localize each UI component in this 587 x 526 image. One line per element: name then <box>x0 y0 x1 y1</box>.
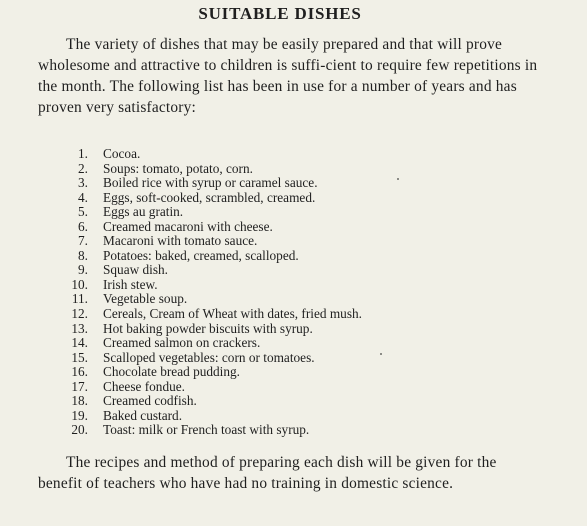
list-item-text: Creamed codfish. <box>103 393 197 409</box>
list-item-number: 14. <box>71 335 88 351</box>
list-item-number: 19. <box>71 407 88 423</box>
list-item-number: 5. <box>78 204 88 220</box>
list-item-number: 11. <box>71 291 88 307</box>
section-title: SUITABLE DISHES <box>198 4 362 23</box>
list-item <box>68 249 468 264</box>
list-item <box>68 380 468 395</box>
list-item-text: Squaw dish. <box>103 262 169 278</box>
list-item <box>68 191 468 206</box>
list-item <box>68 234 468 249</box>
list-item <box>68 336 468 351</box>
list-item-number: 6. <box>78 218 88 234</box>
list-item-text: Toast: milk or French toast with syrup. <box>103 422 310 438</box>
list-item <box>68 162 468 177</box>
list-item-text: Cereals, Cream of Wheat with dates, fried mush. <box>103 306 362 322</box>
list-item-number: 8. <box>78 247 88 263</box>
list-item <box>68 263 468 278</box>
list-item <box>68 205 468 220</box>
list-item <box>68 423 468 438</box>
list-item-number: 4. <box>78 189 88 205</box>
list-item-text: Scalloped vegetables: corn or tomatoes. <box>103 349 315 365</box>
list-item-text: Macaroni with tomato sauce. <box>103 233 258 249</box>
closing-paragraph <box>38 452 538 494</box>
list-item <box>68 394 468 409</box>
intro-paragraph <box>38 34 538 118</box>
list-item-text: Potatoes: baked, creamed, scalloped. <box>103 247 299 263</box>
list-item-number: 3. <box>78 175 88 191</box>
list-item <box>68 351 468 366</box>
list-item-number: 18. <box>71 393 88 409</box>
list-item <box>68 365 468 380</box>
list-item-number: 13. <box>71 320 88 336</box>
list-item-text: Hot baking powder biscuits with syrup. <box>103 320 313 336</box>
list-item <box>68 220 468 235</box>
list-item-text: Cheese fondue. <box>103 378 185 394</box>
list-item-number: 2. <box>78 160 88 176</box>
list-item-text: Cocoa. <box>103 146 141 161</box>
list-item-text: Eggs, soft-cooked, scrambled, creamed. <box>103 189 316 205</box>
list-item-text: Irish stew. <box>103 276 158 292</box>
list-item-number: 15. <box>71 349 88 365</box>
list-item-number: 9. <box>78 262 88 278</box>
list-item-number: 12. <box>71 306 88 322</box>
list-item <box>68 176 468 191</box>
ink-speck <box>380 353 382 355</box>
dish-list <box>68 147 468 438</box>
list-item-text: Vegetable soup. <box>103 291 188 307</box>
list-item-number: 20. <box>71 422 88 438</box>
list-item-number: 1. <box>78 146 88 161</box>
list-item-number: 17. <box>71 378 88 394</box>
list-item-number: 7. <box>78 233 88 249</box>
list-item-text: Creamed macaroni with cheese. <box>103 218 273 234</box>
list-item-text: Eggs au gratin. <box>103 204 184 220</box>
list-item <box>68 307 468 322</box>
list-item-text: Creamed salmon on crackers. <box>103 335 261 351</box>
list-item-number: 10. <box>71 276 88 292</box>
list-item-text: Boiled rice with syrup or caramel sauce. <box>103 175 318 191</box>
list-item-text: Baked custard. <box>103 407 183 423</box>
closing-text: The recipes and method of preparing each dish will be given for the benefit of teachers who have had no training in domestic science. <box>38 454 497 492</box>
list-item <box>68 278 468 293</box>
list-item <box>68 292 468 307</box>
list-item-text: Chocolate bread pudding. <box>103 364 240 380</box>
list-item-number: 16. <box>71 364 88 380</box>
list-item <box>68 322 468 337</box>
list-item-text: Soups: tomato, potato, corn. <box>103 160 253 176</box>
intro-text: The variety of dishes that may be easily prepared and that will prove wholesome and attractive to children is suffi-cient to require few repetitions in the month. The following list has been in use for a number of years and has proven very satisfactory: <box>38 36 538 116</box>
ink-speck <box>397 178 399 180</box>
list-item <box>68 147 468 162</box>
list-item <box>68 409 468 424</box>
